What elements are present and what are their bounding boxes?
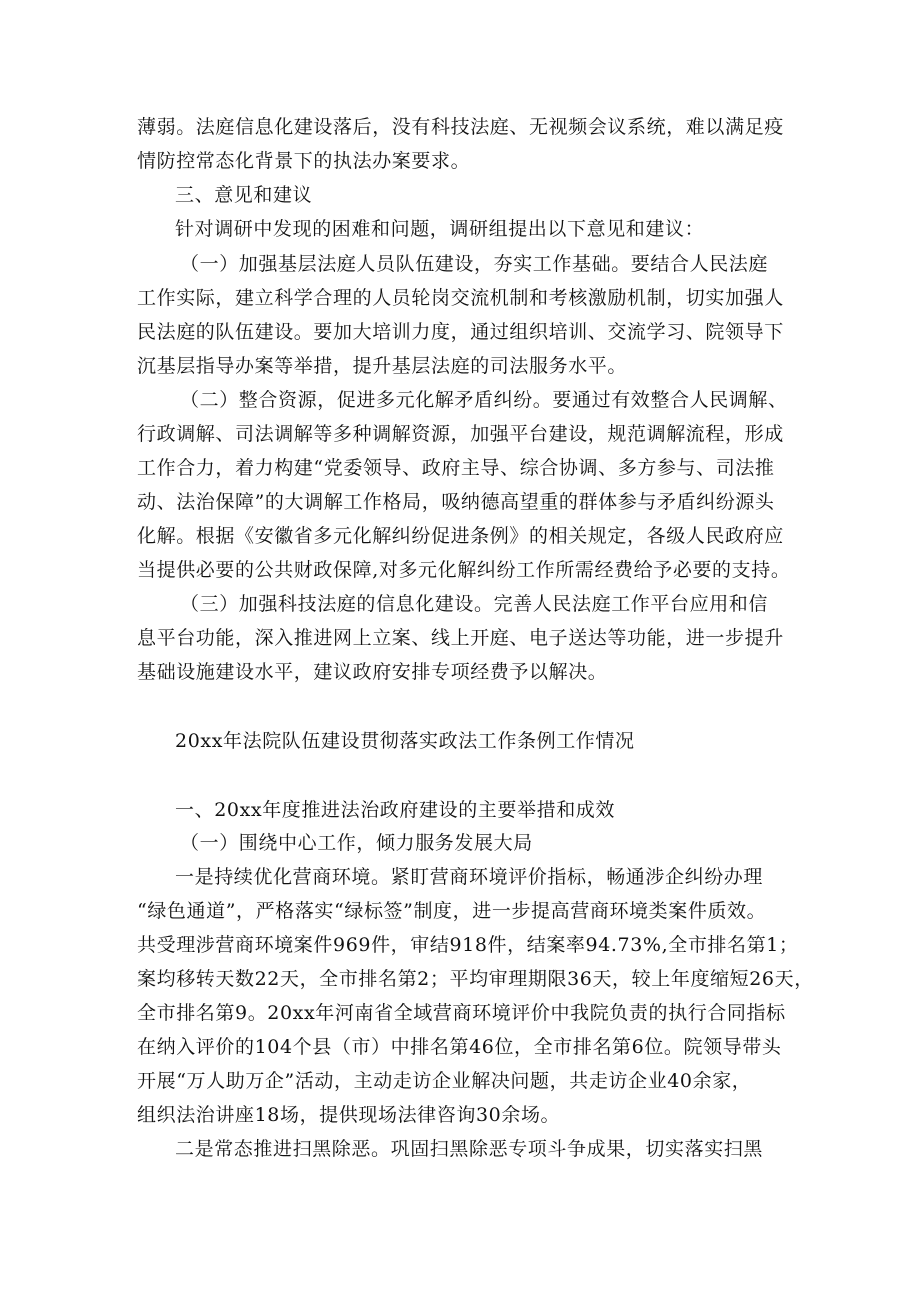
- paragraph-line: 组织法治讲座18场，提供现场法律咨询30余场。: [137, 1104, 561, 1126]
- paragraph-line: 共受理涉营商环境案件969件，审结918件，结案率94.73%,全市排名第1；: [137, 934, 799, 956]
- paragraph-line: 化解。根据《安徽省多元化解纠纷促进条例》的相关规定，各级人民政府应: [137, 525, 784, 547]
- paragraph-line: 动、法治保障”的大调解工作格局，吸纳德高望重的群体参与矛盾纠纷源头: [137, 491, 775, 513]
- paragraph-line: “绿色通道”，严格落实“绿标签”制度，进一步提高营商环境类案件质效。: [137, 900, 767, 922]
- document-title: 20xx年法院队伍建设贯彻落实政法工作条例工作情况: [175, 730, 635, 752]
- paragraph-line: （一）加强基层法庭人员队伍建设，夯实工作基础。要结合人民法庭: [180, 253, 769, 275]
- paragraph-line: 沉基层指导办案等举措，提升基层法庭的司法服务水平。: [137, 355, 628, 377]
- paragraph-line: 行政调解、司法调解等多种调解资源，加强平台建设，规范调解流程，形成: [137, 423, 784, 445]
- paragraph-line: （二）整合资源，促进多元化解矛盾纠纷。要通过有效整合人民调解、: [180, 389, 788, 411]
- paragraph-line: 民法庭的队伍建设。要加大培训力度，通过组织培训、交流学习、院领导下: [137, 321, 784, 343]
- paragraph-line: 在纳入评价的104个县（市）中排名第46位，全市排名第6位。院领导带头: [137, 1036, 782, 1058]
- paragraph-line: 薄弱。法庭信息化建设落后，没有科技法庭、无视频会议系统，难以满足疫: [137, 116, 784, 138]
- paragraph-line: 情防控常态化背景下的执法办案要求。: [137, 150, 471, 172]
- section-heading: 三、意见和建议: [175, 184, 313, 206]
- paragraph-line: 一是持续优化营商环境。紧盯营商环境评价指标，畅通涉企纠纷办理: [175, 866, 764, 888]
- paragraph-line: 工作实际，建立科学合理的人员轮岗交流机制和考核激励机制，切实加强人: [137, 287, 784, 309]
- paragraph-line: 案均移转天数22天，全市排名第2；平均审理期限36天，较上年度缩短26天，: [137, 968, 814, 990]
- paragraph-line: 二是常态推进扫黑除恶。巩固扫黑除恶专项斗争成果，切实落实扫黑: [175, 1138, 764, 1160]
- paragraph-line: （三）加强科技法庭的信息化建设。完善人民法庭工作平台应用和信: [180, 593, 769, 615]
- section-heading: 一、20xx年度推进法治政府建设的主要举措和成效: [175, 799, 616, 821]
- paragraph-line: 基础设施建设水平，建议政府安排专项经费予以解决。: [137, 661, 608, 683]
- paragraph-line: 针对调研中发现的困难和问题，调研组提出以下意见和建议：: [175, 218, 705, 240]
- paragraph-line: 工作合力，着力构建“党委领导、政府主导、综合协调、多方参与、司法推: [137, 457, 775, 479]
- paragraph-line: 开展“万人助万企”活动，主动走访企业解决问题，共走访企业40余家，: [137, 1070, 752, 1092]
- paragraph-line: 当提供必要的公共财政保障,对多元化解纠纷工作所需经费给予必要的支持。: [137, 559, 791, 581]
- paragraph-line: 息平台功能，深入推进网上立案、线上开庭、电子送达等功能，进一步提升: [137, 627, 784, 649]
- paragraph-line: 全市排名第9。20xx年河南省全域营商环境评价中我院负责的执行合同指标: [137, 1002, 786, 1024]
- subsection-heading: （一）围绕中心工作，倾力服务发展大局: [180, 832, 533, 854]
